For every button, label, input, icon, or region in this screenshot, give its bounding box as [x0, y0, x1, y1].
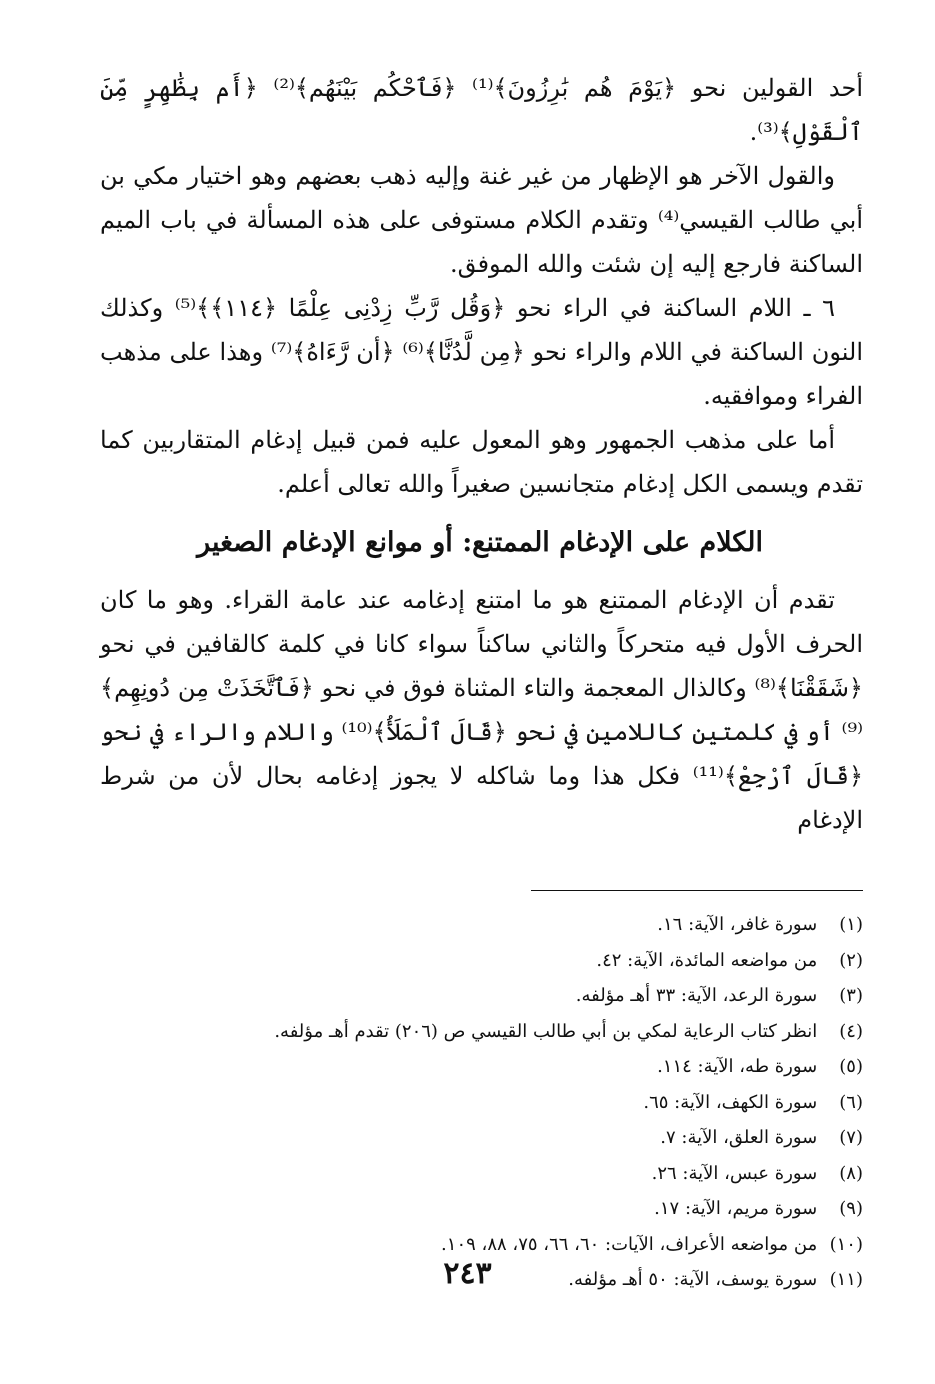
- footnote-number: (٣): [839, 985, 863, 1006]
- footnote-item: [100, 1049, 863, 1085]
- page-number: ٢٤٣: [443, 1256, 492, 1291]
- section-heading: الكلام على الإدغام الممتنع: أو موانع الإدغام الصغير: [197, 527, 763, 558]
- footnote-number: (١٠): [829, 1233, 863, 1255]
- main-text: [100, 66, 863, 506]
- footnote-text: من مواضعه الأعراف، الآيات: ٦٠، ٦٦، ٧٥، ٨٨، ١٠٩.: [441, 1233, 818, 1255]
- footnote-text: انظر كتاب الرعاية لمكي بن أبي طالب القيسي ص (٢٠٦) تقدم أهـ مؤلفه.: [274, 1020, 818, 1042]
- footnote-item: [100, 943, 863, 979]
- footnote-item: [100, 907, 863, 943]
- paragraph-5: تقدم أن الإدغام الممتنع هو ما امتنع إدغامه عند عامة القراء. وهو ما كان الحرف الأول فيه متحركاً والثاني ساكناً سواء كانا في كلمة كالقافين في نحو ﴿شَقَقْنَا﴾⁽⁸⁾ وكالذال المعجمة والتاء المثناة فوق في نحو ﴿فَٱتَّخَذَتْ مِن دُونِهِم﴾⁽⁹⁾ أو في كلمتين كاللامين في نحو ﴿قَالَ ٱلْمَلَأُ﴾⁽¹⁰⁾ واللام والراء في نحو ﴿قَالَ ٱرْجِعْ﴾⁽¹¹⁾ فكل هذا وما شاكله لا يجوز إدغامه بحال لأن من شرط الإدغام: [100, 586, 863, 834]
- footnotes-list: [100, 907, 863, 1298]
- footnote-item: [100, 1085, 863, 1121]
- footnote-number: (٨): [839, 1162, 863, 1184]
- paragraph-1: أحد القولين نحو ﴿يَوْمَ هُم بَٰرِزُونَ﴾⁽¹⁾ ﴿فَٱحْكُم بَيْنَهُم﴾⁽²⁾ ﴿أَم بِظَٰهِرٍ مِّنَ ٱلْقَوْلِ﴾⁽³⁾.: [100, 74, 864, 146]
- section-text: [100, 578, 863, 842]
- footnote-text: سورة يوسف، الآية: ٥٠ أهـ مؤلفه.: [568, 1269, 818, 1290]
- footnote-separator: [531, 890, 863, 891]
- footnote-number: (١): [839, 914, 863, 935]
- footnote-text: من مواضعه المائدة، الآية: ٤٢.: [596, 949, 818, 971]
- footnote-text: سورة العلق، الآية: ٧.: [660, 1127, 818, 1148]
- footnote-number: (٥): [839, 1056, 863, 1077]
- footnote-number: (٢): [839, 949, 863, 971]
- footnote-item: [100, 1156, 863, 1192]
- footnote-number: (١١): [829, 1269, 863, 1290]
- footnote-item: [100, 978, 863, 1014]
- paragraph-4: أما على مذهب الجمهور وهو المعول عليه فمن قبيل إدغام المتقاربين كما تقدم ويسمى الكل إدغام متجانسين صغيراً والله تعالى أعلم.: [100, 426, 863, 498]
- footnote-number: (٦): [839, 1091, 863, 1113]
- footnote-item: [100, 1120, 863, 1156]
- footnote-number: (٤): [839, 1020, 863, 1042]
- footnote-item: [100, 1014, 863, 1050]
- paragraph-3: ٦ ـ اللام الساكنة في الراء نحو ﴿وَقُل رَّبِّ زِدْنِى عِلْمًا ﴿١١٤﴾﴾⁽⁵⁾ وكذلك النون الساكنة في اللام والراء نحو ﴿مِن لَّدُنَّا﴾⁽⁶⁾ ﴿أن رَّءَاهُ﴾⁽⁷⁾ وهذا على مذهب الفراء وموافقيه.: [100, 294, 863, 410]
- footnote-text: سورة طه، الآية: ١١٤.: [657, 1056, 818, 1077]
- footnote-number: (٧): [839, 1127, 863, 1148]
- paragraph-2: والقول الآخر هو الإظهار من غير غنة وإليه ذهب بعضهم وهو اختيار مكي بن أبي طالب القيسي⁽⁴⁾ وتقدم الكلام مستوفى على هذه المسألة في باب الميم الساكنة فارجع إليه إن شئت والله الموفق.: [100, 162, 863, 278]
- footnote-text: سورة عبس، الآية: ٢٦.: [651, 1162, 818, 1184]
- footnote-text: سورة مريم، الآية: ١٧.: [654, 1198, 818, 1219]
- footnote-number: (٩): [839, 1198, 863, 1219]
- footnote-text: سورة غافر، الآية: ١٦.: [657, 914, 818, 935]
- footnote-text: سورة الكهف، الآية: ٦٥.: [643, 1091, 818, 1113]
- footnote-item: [100, 1191, 863, 1227]
- footnote-text: سورة الرعد، الآية: ٣٣ أهـ مؤلفه.: [575, 985, 818, 1006]
